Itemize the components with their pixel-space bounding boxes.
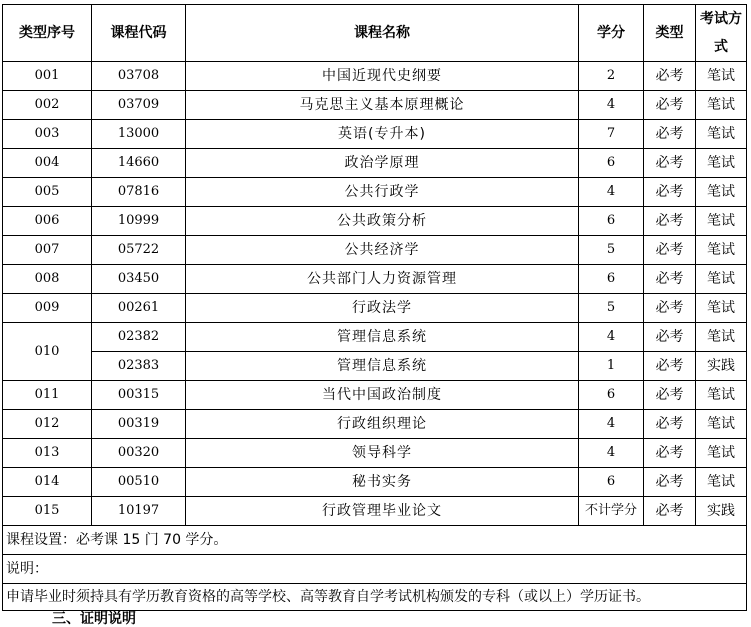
- code-cell: 13000: [92, 120, 186, 149]
- header-code: 课程代码: [92, 5, 186, 62]
- credit-cell: 4: [579, 439, 644, 468]
- seq-cell: 003: [3, 120, 92, 149]
- table-row: [3, 497, 747, 526]
- code-cell: 03450: [92, 265, 186, 294]
- code-cell: 00510: [92, 468, 186, 497]
- next-section-heading: 三、证明说明: [52, 611, 136, 627]
- table-row: [3, 149, 747, 178]
- seq-cell: 011: [3, 381, 92, 410]
- credit-cell: 7: [579, 120, 644, 149]
- credit-cell: 2: [579, 62, 644, 91]
- table-row: [3, 236, 747, 265]
- credit-cell: 6: [579, 149, 644, 178]
- type-cell: 必考: [644, 236, 696, 265]
- exam-cell: 笔试: [696, 91, 747, 120]
- seq-cell: 012: [3, 410, 92, 439]
- type-cell: 必考: [644, 352, 696, 381]
- seq-cell: 002: [3, 91, 92, 120]
- type-cell: 必考: [644, 468, 696, 497]
- table-row: [3, 207, 747, 236]
- course-setting: 课程设置：必考课 15 门 70 学分。: [3, 526, 747, 555]
- seq-cell: 006: [3, 207, 92, 236]
- exam-cell: 笔试: [696, 62, 747, 91]
- table-row: [3, 439, 747, 468]
- code-cell: 14660: [92, 149, 186, 178]
- seq-cell: 008: [3, 265, 92, 294]
- credit-cell: 6: [579, 468, 644, 497]
- table-row: [3, 381, 747, 410]
- course-table: [2, 4, 747, 611]
- credit-cell: 1: [579, 352, 644, 381]
- code-cell: 10197: [92, 497, 186, 526]
- seq-cell: 013: [3, 439, 92, 468]
- credit-cell: 不计学分: [579, 497, 644, 526]
- table-row: [3, 62, 747, 91]
- exam-cell: 笔试: [696, 236, 747, 265]
- header-credit: 学分: [579, 5, 644, 62]
- name-cell: 中国近现代史纲要: [186, 62, 579, 91]
- header-type: 类型: [644, 5, 696, 62]
- type-cell: 必考: [644, 410, 696, 439]
- credit-cell: 6: [579, 381, 644, 410]
- table-row: [3, 120, 747, 149]
- table-row: [3, 410, 747, 439]
- type-cell: 必考: [644, 497, 696, 526]
- name-cell: 公共行政学: [186, 178, 579, 207]
- code-cell: 02383: [92, 352, 186, 381]
- name-cell: 公共部门人力资源管理: [186, 265, 579, 294]
- credit-cell: 5: [579, 294, 644, 323]
- notes-text-row: [3, 584, 747, 611]
- table-row: [3, 352, 747, 381]
- credit-cell: 5: [579, 236, 644, 265]
- name-cell: 行政管理毕业论文: [186, 497, 579, 526]
- code-cell: 10999: [92, 207, 186, 236]
- exam-cell: 笔试: [696, 149, 747, 178]
- code-cell: 03709: [92, 91, 186, 120]
- table-row: [3, 91, 747, 120]
- seq-cell: 014: [3, 468, 92, 497]
- exam-cell: 笔试: [696, 410, 747, 439]
- type-cell: 必考: [644, 120, 696, 149]
- table-row: [3, 323, 747, 352]
- type-cell: 必考: [644, 91, 696, 120]
- code-cell: 00319: [92, 410, 186, 439]
- name-cell: 管理信息系统: [186, 323, 579, 352]
- header-seq: 类型序号: [3, 5, 92, 62]
- name-cell: 政治学原理: [186, 149, 579, 178]
- exam-cell: 笔试: [696, 381, 747, 410]
- exam-cell: 笔试: [696, 468, 747, 497]
- name-cell: 行政法学: [186, 294, 579, 323]
- type-cell: 必考: [644, 62, 696, 91]
- exam-cell: 笔试: [696, 178, 747, 207]
- exam-cell: 笔试: [696, 120, 747, 149]
- credit-cell: 6: [579, 207, 644, 236]
- credit-cell: 4: [579, 410, 644, 439]
- exam-cell: 实践: [696, 352, 747, 381]
- credit-cell: 4: [579, 91, 644, 120]
- type-cell: 必考: [644, 323, 696, 352]
- exam-cell: 笔试: [696, 294, 747, 323]
- name-cell: 公共政策分析: [186, 207, 579, 236]
- seq-cell: 004: [3, 149, 92, 178]
- code-cell: 00261: [92, 294, 186, 323]
- code-cell: 00315: [92, 381, 186, 410]
- exam-cell: 实践: [696, 497, 747, 526]
- name-cell: 行政组织理论: [186, 410, 579, 439]
- course-setting-row: [3, 526, 747, 555]
- table-row: [3, 468, 747, 497]
- name-cell: 公共经济学: [186, 236, 579, 265]
- name-cell: 英语(专升本): [186, 120, 579, 149]
- code-cell: 07816: [92, 178, 186, 207]
- seq-cell: 005: [3, 178, 92, 207]
- table-row: [3, 265, 747, 294]
- type-cell: 必考: [644, 207, 696, 236]
- code-cell: 02382: [92, 323, 186, 352]
- header-exam: 考试方式: [696, 5, 747, 62]
- type-cell: 必考: [644, 265, 696, 294]
- name-cell: 秘书实务: [186, 468, 579, 497]
- seq-cell: 001: [3, 62, 92, 91]
- table-row: [3, 178, 747, 207]
- credit-cell: 4: [579, 323, 644, 352]
- name-cell: 管理信息系统: [186, 352, 579, 381]
- table-header-row: [3, 5, 747, 62]
- code-cell: 00320: [92, 439, 186, 468]
- notes-label-row: [3, 555, 747, 584]
- seq-cell: 007: [3, 236, 92, 265]
- type-cell: 必考: [644, 178, 696, 207]
- code-cell: 05722: [92, 236, 186, 265]
- credit-cell: 4: [579, 178, 644, 207]
- exam-cell: 笔试: [696, 265, 747, 294]
- seq-cell: 009: [3, 294, 92, 323]
- notes-text: 申请毕业时须持具有学历教育资格的高等学校、高等教育自学考试机构颁发的专科（或以上）学历证书。: [3, 584, 747, 611]
- header-name: 课程名称: [186, 5, 579, 62]
- type-cell: 必考: [644, 149, 696, 178]
- seq-cell: 010: [3, 323, 92, 381]
- credit-cell: 6: [579, 265, 644, 294]
- exam-cell: 笔试: [696, 439, 747, 468]
- exam-cell: 笔试: [696, 323, 747, 352]
- name-cell: 马克思主义基本原理概论: [186, 91, 579, 120]
- type-cell: 必考: [644, 439, 696, 468]
- name-cell: 当代中国政治制度: [186, 381, 579, 410]
- exam-cell: 笔试: [696, 207, 747, 236]
- seq-cell: 015: [3, 497, 92, 526]
- type-cell: 必考: [644, 381, 696, 410]
- table-row: [3, 294, 747, 323]
- name-cell: 领导科学: [186, 439, 579, 468]
- code-cell: 03708: [92, 62, 186, 91]
- notes-label: 说明：: [3, 555, 747, 584]
- type-cell: 必考: [644, 294, 696, 323]
